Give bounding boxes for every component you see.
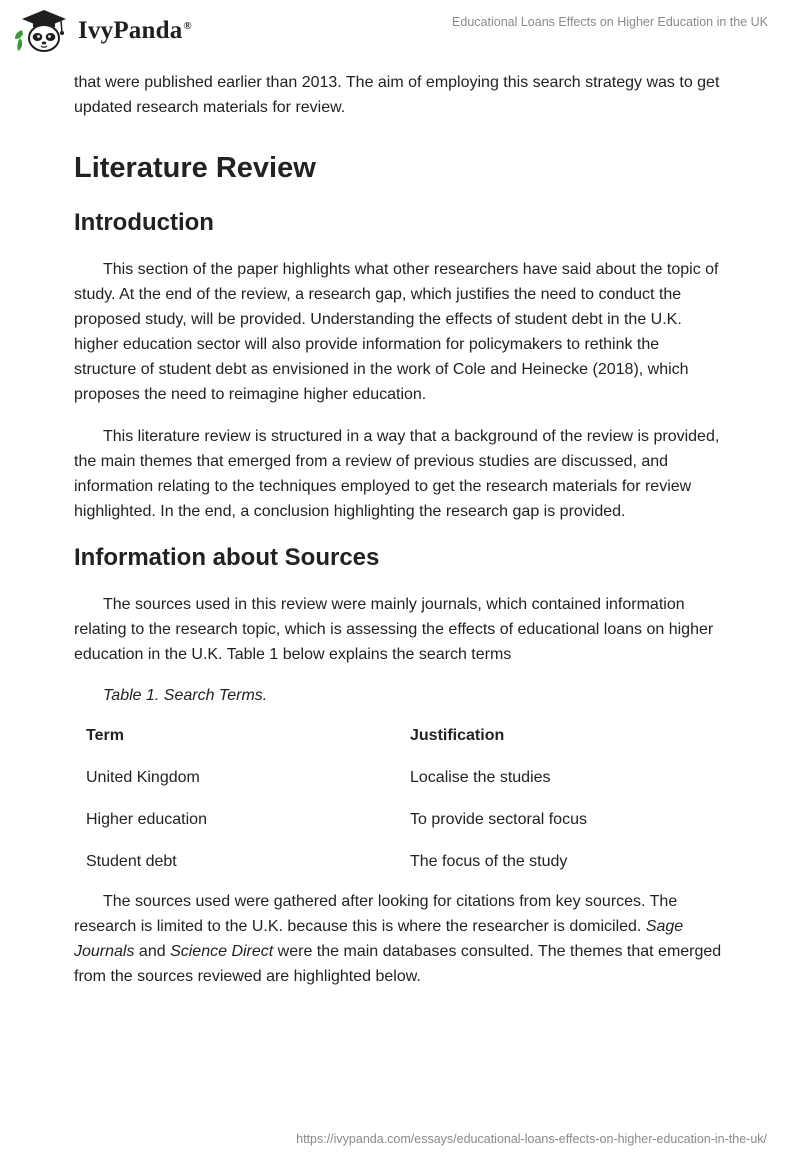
panda-graduate-icon xyxy=(14,8,72,54)
page-header xyxy=(0,0,800,64)
footer-url[interactable]: https://ivypanda.com/essays/educational-loans-effects-on-higher-education-in-the-uk/ xyxy=(296,1132,767,1146)
brand-name: IvyPanda® xyxy=(78,17,192,44)
justification-cell: The focus of the study xyxy=(410,853,568,870)
sources-heading: Information about Sources xyxy=(74,544,380,571)
continued-paragraph: that were published earlier than 2013. The aim of employing this search strategy was to get updated research materials for review. xyxy=(74,74,720,116)
literature-review-heading: Literature Review xyxy=(74,152,316,184)
document-title: Educational Loans Effects on Higher Education in the UK xyxy=(452,15,768,29)
term-cell: Higher education xyxy=(86,811,207,828)
search-terms-table xyxy=(74,715,724,883)
column-header-term: Term xyxy=(86,727,124,744)
science-direct-emphasis: Science Direct xyxy=(170,943,274,960)
justification-cell: To provide sectoral focus xyxy=(410,811,587,828)
sources-paragraph-2: The sources used were gathered after looking for citations from key sources. The research is limited to the U.K. because this is where the researcher is domiciled. Sage Journals and Science Direct were the main databases consulted. The themes that emerged from the sources reviewed are highlighted below. xyxy=(74,893,722,985)
introduction-paragraph-1: This section of the paper highlights what other researchers have said about the topic of study. At the end of the review, a research gap, which justifies the need to conduct the proposed study, will be provided. Understanding the effects of student debt in the U.K. higher education sector will also provide information for policymakers to rethink the structure of student debt as envisioned in the work of Cole and Heinecke (2018), which proposes the need to reimagine higher education. xyxy=(74,261,719,403)
term-cell: United Kingdom xyxy=(86,769,200,786)
ivypanda-logo[interactable] xyxy=(14,8,192,54)
table-row xyxy=(74,841,724,883)
sources-paragraph-1: The sources used in this review were mainly journals, which contained information relating to the research topic, which is assessing the effects of educational loans on higher education in the U.K. Table 1 below explains the search terms xyxy=(74,596,714,663)
article-body xyxy=(74,70,724,989)
term-cell: Student debt xyxy=(86,853,177,870)
column-header-justification: Justification xyxy=(410,727,505,744)
justification-cell: Localise the studies xyxy=(410,769,551,786)
table-row xyxy=(74,757,724,799)
table-caption: Table 1. Search Terms. xyxy=(103,687,268,704)
table-header-row xyxy=(74,715,724,757)
introduction-paragraph-2: This literature review is structured in a way that a background of the review is provided, the main themes that emerged from a review of previous studies are discussed, and information relating to the techniques employed to get the research materials for review highlighted. In the end, a conclusion highlighting the research gap is provided. xyxy=(74,428,720,520)
introduction-heading: Introduction xyxy=(74,209,214,236)
table-row xyxy=(74,799,724,841)
sage-journals-emphasis: Sage Journals xyxy=(74,918,684,960)
